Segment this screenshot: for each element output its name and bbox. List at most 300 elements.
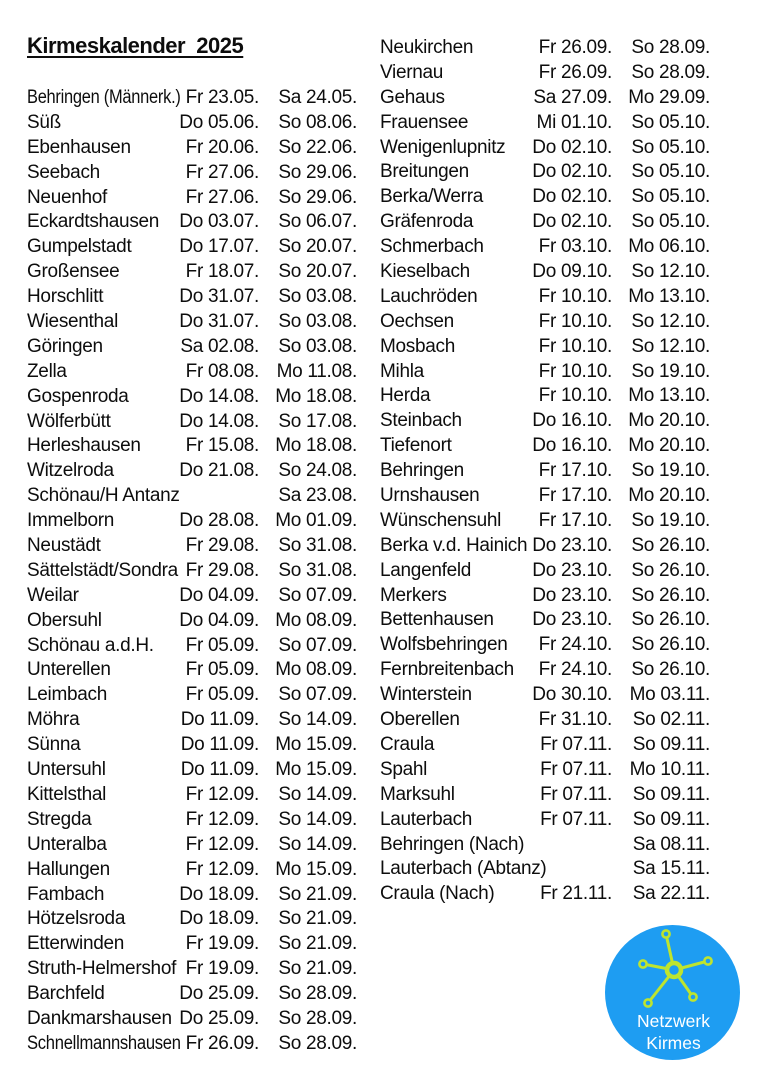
- start-date: Fr 07.11.: [540, 733, 612, 755]
- start-date: Do 21.08.: [179, 460, 259, 482]
- start-date: Fr 10.10.: [538, 385, 612, 407]
- start-date: Do 05.06.: [179, 111, 259, 133]
- calendar-row: [27, 285, 357, 310]
- end-date: Mo 29.09.: [628, 86, 710, 108]
- calendar-row: [27, 658, 357, 683]
- end-date: Mo 13.10.: [628, 385, 710, 407]
- place-name: Stregda: [27, 808, 92, 830]
- place-name: Tiefenort: [380, 435, 452, 457]
- end-date: So 03.08.: [278, 335, 357, 357]
- end-date: So 09.11.: [632, 783, 710, 805]
- end-date: Mo 18.08.: [275, 385, 357, 407]
- calendar-row: [380, 509, 710, 534]
- calendar-row: [380, 459, 710, 484]
- end-date: Sa 08.11.: [632, 833, 710, 855]
- calendar-row: [27, 783, 357, 808]
- place-name: Breitungen: [380, 161, 469, 183]
- place-name: Untersuhl: [27, 759, 106, 781]
- start-date: Do 23.10.: [532, 534, 612, 556]
- calendar-row: [380, 235, 710, 260]
- end-date: Mo 10.11.: [629, 758, 710, 780]
- place-name: Leimbach: [27, 684, 107, 706]
- calendar-row: [27, 982, 357, 1007]
- start-date: Sa 27.09.: [533, 86, 612, 108]
- end-date: Mo 20.10.: [628, 435, 710, 457]
- calendar-row: [380, 409, 710, 434]
- end-date: Mo 15.09.: [275, 858, 357, 880]
- start-date: Do 11.09.: [180, 759, 259, 781]
- start-date: [516, 833, 612, 858]
- end-date: So 02.11.: [632, 709, 710, 731]
- place-name: Immelborn: [27, 510, 115, 532]
- end-date: So 06.07.: [278, 211, 357, 233]
- start-date: Do 04.09.: [179, 609, 259, 631]
- start-date: Do 25.09.: [179, 1007, 259, 1029]
- calendar-row: [380, 260, 710, 285]
- calendar-row: [380, 882, 710, 907]
- start-date: Fr 08.08.: [185, 360, 259, 382]
- place-name: Sünna: [27, 734, 81, 756]
- end-date: So 26.10.: [631, 634, 710, 656]
- end-date: So 28.09.: [278, 983, 357, 1005]
- end-date: So 05.10.: [631, 211, 710, 233]
- place-name: Herleshausen: [27, 435, 141, 457]
- end-date: So 29.06.: [278, 161, 357, 183]
- place-name: Viernau: [380, 61, 444, 83]
- place-name: Spahl: [380, 758, 428, 780]
- start-date: Do 23.10.: [532, 559, 612, 581]
- place-name: Zella: [27, 360, 67, 382]
- place-name: Schönau/H Antanz: [27, 485, 180, 507]
- place-name: Kittelsthal: [27, 783, 107, 805]
- start-date: Fr 10.10.: [538, 285, 612, 307]
- calendar-row: [380, 210, 710, 235]
- calendar-row: [27, 907, 357, 932]
- calendar-row: [380, 434, 710, 459]
- place-name: Urnshausen: [380, 485, 480, 507]
- start-date: Do 03.07.: [179, 211, 259, 233]
- calendar-row: [380, 708, 710, 733]
- place-name: Barchfeld: [27, 983, 105, 1005]
- place-name: Eckardtshausen: [27, 211, 160, 233]
- start-date: Do 14.08.: [179, 410, 259, 432]
- start-date: Fr 12.09.: [185, 808, 259, 830]
- place-name: Lauterbach (Abtanz): [380, 858, 547, 880]
- start-date: Do 16.10.: [532, 435, 612, 457]
- place-name: Struth-Helmershof: [27, 958, 177, 980]
- place-name: Wiesenthal: [27, 311, 118, 333]
- calendar-row: [27, 335, 357, 360]
- end-date: So 28.09.: [631, 37, 710, 58]
- start-date: Fr 18.07.: [185, 261, 259, 283]
- place-name: Hötzelsroda: [27, 908, 126, 930]
- start-date: Fr 23.05.: [185, 87, 259, 108]
- start-date: Fr 27.06.: [185, 161, 259, 183]
- start-date: [163, 484, 259, 509]
- end-date: Mo 13.10.: [628, 285, 710, 307]
- calendar-row: [27, 260, 357, 285]
- end-date: So 05.10.: [631, 161, 710, 183]
- calendar-row: [27, 111, 357, 136]
- logo-text-line2: Kirmes: [646, 1033, 701, 1053]
- end-date: So 19.10.: [631, 460, 710, 482]
- calendar-row: [27, 385, 357, 410]
- end-date: Mo 01.09.: [275, 510, 357, 532]
- start-date: Do 23.10.: [532, 584, 612, 606]
- start-date: Fr 24.10.: [538, 634, 612, 656]
- place-name: Seebach: [27, 161, 100, 183]
- place-name: Merkers: [380, 584, 447, 606]
- end-date: So 07.09.: [278, 634, 357, 656]
- start-date: Do 17.07.: [179, 236, 259, 258]
- calendar-row: [27, 957, 357, 982]
- calendar-row: [27, 410, 357, 435]
- start-date: Do 02.10.: [532, 186, 612, 208]
- start-date: Fr 10.10.: [538, 335, 612, 357]
- calendar-column-right: [380, 36, 710, 907]
- place-name: Neukirchen: [380, 37, 474, 58]
- end-date: So 09.11.: [632, 808, 710, 830]
- calendar-row: [380, 185, 710, 210]
- place-name: Weilar: [27, 584, 79, 606]
- end-date: So 29.06.: [278, 186, 357, 208]
- end-date: So 21.09.: [278, 883, 357, 905]
- start-date: Fr 24.10.: [538, 659, 612, 681]
- place-name: Steinbach: [380, 410, 462, 432]
- logo-text-line1: Netzwerk: [637, 1011, 710, 1031]
- calendar-row: [27, 310, 357, 335]
- start-date: Mi 01.10.: [536, 111, 612, 133]
- place-name: Wenigenlupnitz: [380, 136, 506, 158]
- place-name: Obersuhl: [27, 609, 102, 631]
- start-date: Do 04.09.: [179, 584, 259, 606]
- end-date: So 26.10.: [631, 659, 710, 681]
- end-date: So 21.09.: [278, 933, 357, 955]
- end-date: So 05.10.: [631, 111, 710, 133]
- end-date: So 05.10.: [631, 136, 710, 158]
- place-name: Frauensee: [380, 111, 469, 133]
- end-date: So 14.09.: [278, 709, 357, 731]
- start-date: Do 18.09.: [179, 908, 259, 930]
- calendar-row: [27, 136, 357, 161]
- netzwerk-kirmes-logo: [604, 924, 741, 1061]
- end-date: Mo 03.11.: [629, 684, 710, 706]
- place-name: Wolfsbehringen: [380, 634, 508, 656]
- start-date: Do 09.10.: [532, 261, 612, 283]
- end-date: So 17.08.: [278, 410, 357, 432]
- start-date: Fr 20.06.: [185, 136, 259, 158]
- start-date: Do 28.08.: [179, 510, 259, 532]
- calendar-row: [27, 808, 357, 833]
- end-date: Mo 20.10.: [628, 485, 710, 507]
- calendar-row: [27, 434, 357, 459]
- place-name: Marksuhl: [380, 783, 455, 805]
- calendar-row: [380, 633, 710, 658]
- calendar-row: [27, 161, 357, 186]
- start-date: Fr 31.10.: [538, 709, 612, 731]
- calendar-row: [380, 833, 710, 858]
- end-date: So 26.10.: [631, 534, 710, 556]
- calendar-row: [27, 883, 357, 908]
- end-date: So 28.09.: [278, 1032, 357, 1054]
- place-name: Bettenhausen: [380, 609, 494, 631]
- calendar-row: [380, 534, 710, 559]
- place-name: Horschlitt: [27, 286, 104, 308]
- start-date: Fr 29.08.: [185, 535, 259, 557]
- end-date: So 26.10.: [631, 559, 710, 581]
- calendar-row: [27, 758, 357, 783]
- calendar-row: [380, 384, 710, 409]
- place-name: Süß: [27, 111, 61, 133]
- start-date: Fr 29.08.: [185, 559, 259, 581]
- end-date: Sa 23.08.: [278, 485, 357, 507]
- end-date: So 21.09.: [278, 958, 357, 980]
- start-date: Do 23.10.: [532, 609, 612, 631]
- end-date: Mo 11.08.: [276, 360, 357, 382]
- place-name: Mosbach: [380, 335, 455, 357]
- start-date: Fr 19.09.: [185, 958, 259, 980]
- calendar-row: [27, 484, 357, 509]
- logo-graphic: [604, 924, 741, 1061]
- start-date: Fr 26.09.: [538, 37, 612, 58]
- start-date: Do 18.09.: [179, 883, 259, 905]
- end-date: Mo 08.09.: [275, 659, 357, 681]
- calendar-row: [380, 61, 710, 86]
- start-date: Do 30.10.: [532, 684, 612, 706]
- start-date: Fr 07.11.: [540, 758, 612, 780]
- start-date: Fr 03.10.: [538, 236, 612, 258]
- end-date: Mo 15.09.: [275, 734, 357, 756]
- calendar-row: [27, 858, 357, 883]
- calendar-row: [27, 609, 357, 634]
- place-name: Ebenhausen: [27, 136, 131, 158]
- start-date: Fr 07.11.: [540, 783, 612, 805]
- end-date: So 19.10.: [631, 509, 710, 531]
- end-date: So 31.08.: [278, 535, 357, 557]
- calendar-row: [27, 210, 357, 235]
- calendar-row: [380, 310, 710, 335]
- start-date: Fr 17.10.: [538, 509, 612, 531]
- calendar-column-left: [27, 86, 357, 1057]
- end-date: So 20.07.: [278, 261, 357, 283]
- place-name: Kieselbach: [380, 261, 470, 283]
- place-name: Behringen (Nach): [380, 833, 525, 855]
- place-name: Berka v.d. Hainich: [380, 534, 528, 556]
- start-date: Do 02.10.: [532, 136, 612, 158]
- start-date: Fr 17.10.: [538, 460, 612, 482]
- calendar-row: [380, 783, 710, 808]
- start-date: Do 11.09.: [180, 734, 259, 756]
- place-name: Neustädt: [27, 535, 101, 557]
- place-name: Winterstein: [380, 684, 472, 706]
- place-name: Dankmarshausen: [27, 1007, 172, 1029]
- place-name: Sättelstädt/Sondra: [27, 559, 178, 581]
- place-name: Wünschensuhl: [380, 509, 502, 531]
- place-name: Oberellen: [380, 709, 460, 731]
- start-date: Fr 12.09.: [185, 858, 259, 880]
- calendar-row: [380, 584, 710, 609]
- end-date: So 24.08.: [278, 460, 357, 482]
- start-date: Fr 05.09.: [185, 634, 259, 656]
- start-date: Do 31.07.: [179, 311, 259, 333]
- place-name: Craula: [380, 733, 435, 755]
- start-date: Fr 10.10.: [538, 310, 612, 332]
- calendar-row: [27, 534, 357, 559]
- start-date: Do 11.09.: [180, 709, 259, 731]
- calendar-row: [380, 285, 710, 310]
- place-name: Gräfenroda: [380, 211, 474, 233]
- end-date: So 07.09.: [278, 684, 357, 706]
- calendar-row: [27, 634, 357, 659]
- calendar-row: [380, 484, 710, 509]
- place-name: Witzelroda: [27, 460, 114, 482]
- start-date: Fr 07.11.: [540, 808, 612, 830]
- start-date: Sa 02.08.: [180, 335, 259, 357]
- start-date: Do 02.10.: [532, 161, 612, 183]
- place-name: Oechsen: [380, 310, 454, 332]
- place-name: Hallungen: [27, 858, 110, 880]
- start-date: Do 14.08.: [179, 385, 259, 407]
- end-date: So 14.09.: [278, 808, 357, 830]
- start-date: Fr 27.06.: [185, 186, 259, 208]
- end-date: So 14.09.: [278, 783, 357, 805]
- place-name: Schönau a.d.H.: [27, 634, 154, 656]
- place-name: Etterwinden: [27, 933, 125, 955]
- calendar-row: [27, 733, 357, 758]
- end-date: So 31.08.: [278, 559, 357, 581]
- start-date: Fr 17.10.: [538, 485, 612, 507]
- end-date: So 03.08.: [278, 286, 357, 308]
- calendar-row: [380, 111, 710, 136]
- start-date: Fr 21.11.: [540, 883, 612, 905]
- calendar-row: [27, 584, 357, 609]
- place-name: Unteralba: [27, 833, 107, 855]
- end-date: Sa 24.05.: [278, 87, 357, 108]
- calendar-row: [380, 733, 710, 758]
- place-name: Gehaus: [380, 86, 445, 108]
- calendar-row: [27, 235, 357, 260]
- start-date: Fr 12.09.: [185, 783, 259, 805]
- start-date: [516, 857, 612, 882]
- end-date: So 26.10.: [631, 584, 710, 606]
- end-date: So 12.10.: [631, 335, 710, 357]
- place-name: Unterellen: [27, 659, 111, 681]
- place-name: Berka/Werra: [380, 186, 483, 208]
- end-date: So 26.10.: [631, 609, 710, 631]
- calendar-row: [27, 186, 357, 211]
- calendar-row: [380, 360, 710, 385]
- place-name: Fambach: [27, 883, 105, 905]
- start-date: Do 25.09.: [179, 983, 259, 1005]
- place-name: Mihla: [380, 360, 424, 382]
- end-date: Mo 08.09.: [275, 609, 357, 631]
- place-name: Neuenhof: [27, 186, 108, 208]
- end-date: So 28.09.: [631, 61, 710, 83]
- place-name: Wölferbütt: [27, 410, 111, 432]
- end-date: Mo 18.08.: [275, 435, 357, 457]
- calendar-row: [27, 1032, 357, 1057]
- place-name: Behringen (Männerk.): [27, 87, 181, 108]
- end-date: So 07.09.: [278, 584, 357, 606]
- calendar-row: [27, 683, 357, 708]
- end-date: So 21.09.: [278, 908, 357, 930]
- start-date: Fr 26.09.: [185, 1032, 259, 1054]
- end-date: So 03.08.: [278, 311, 357, 333]
- calendar-row: [27, 932, 357, 957]
- calendar-row: [380, 808, 710, 833]
- place-name: Langenfeld: [380, 559, 472, 581]
- end-date: Mo 20.10.: [628, 410, 710, 432]
- calendar-row: [380, 36, 710, 61]
- end-date: So 05.10.: [631, 186, 710, 208]
- start-date: Fr 05.09.: [185, 684, 259, 706]
- end-date: So 19.10.: [631, 360, 710, 382]
- calendar-row: [27, 559, 357, 584]
- start-date: Do 31.07.: [179, 286, 259, 308]
- place-name: Gospenroda: [27, 385, 129, 407]
- start-date: Fr 05.09.: [185, 659, 259, 681]
- end-date: So 14.09.: [278, 833, 357, 855]
- calendar-row: [380, 857, 710, 882]
- place-name: Lauchröden: [380, 285, 478, 307]
- end-date: So 28.09.: [278, 1007, 357, 1029]
- end-date: So 08.06.: [278, 111, 357, 133]
- end-date: So 09.11.: [632, 733, 710, 755]
- place-name: Herda: [380, 385, 431, 407]
- calendar-row: [27, 833, 357, 858]
- end-date: Mo 15.09.: [275, 759, 357, 781]
- calendar-row: [27, 509, 357, 534]
- end-date: So 12.10.: [631, 310, 710, 332]
- place-name: Göringen: [27, 335, 103, 357]
- place-name: Schmerbach: [380, 236, 484, 258]
- page-title: Kirmeskalender 2025: [27, 33, 244, 58]
- calendar-row: [380, 86, 710, 111]
- calendar-row: [380, 683, 710, 708]
- calendar-row: [380, 136, 710, 161]
- end-date: Sa 15.11.: [632, 858, 710, 880]
- calendar-row: [380, 335, 710, 360]
- calendar-row: [380, 559, 710, 584]
- calendar-row: [27, 708, 357, 733]
- calendar-row: [380, 608, 710, 633]
- place-name: Lauterbach: [380, 808, 473, 830]
- start-date: Do 02.10.: [532, 211, 612, 233]
- calendar-row: [380, 658, 710, 683]
- calendar-row: [380, 160, 710, 185]
- calendar-row: [27, 459, 357, 484]
- place-name: Möhra: [27, 709, 80, 731]
- place-name: Fernbreitenbach: [380, 659, 514, 681]
- end-date: Mo 06.10.: [628, 236, 710, 258]
- place-name: Craula (Nach): [380, 883, 495, 905]
- start-date: Fr 15.08.: [185, 435, 259, 457]
- place-name: Schnellmannshausen: [27, 1032, 181, 1054]
- place-name: Behringen: [380, 460, 464, 482]
- calendar-row: [27, 360, 357, 385]
- end-date: So 12.10.: [631, 261, 710, 283]
- start-date: Fr 26.09.: [538, 61, 612, 83]
- place-name: Großensee: [27, 261, 120, 283]
- end-date: So 22.06.: [278, 136, 357, 158]
- calendar-row: [27, 1007, 357, 1032]
- start-date: Fr 12.09.: [185, 833, 259, 855]
- start-date: Do 16.10.: [532, 410, 612, 432]
- start-date: Fr 19.09.: [185, 933, 259, 955]
- calendar-row: [380, 758, 710, 783]
- place-name: Gumpelstadt: [27, 236, 132, 258]
- start-date: Fr 10.10.: [538, 360, 612, 382]
